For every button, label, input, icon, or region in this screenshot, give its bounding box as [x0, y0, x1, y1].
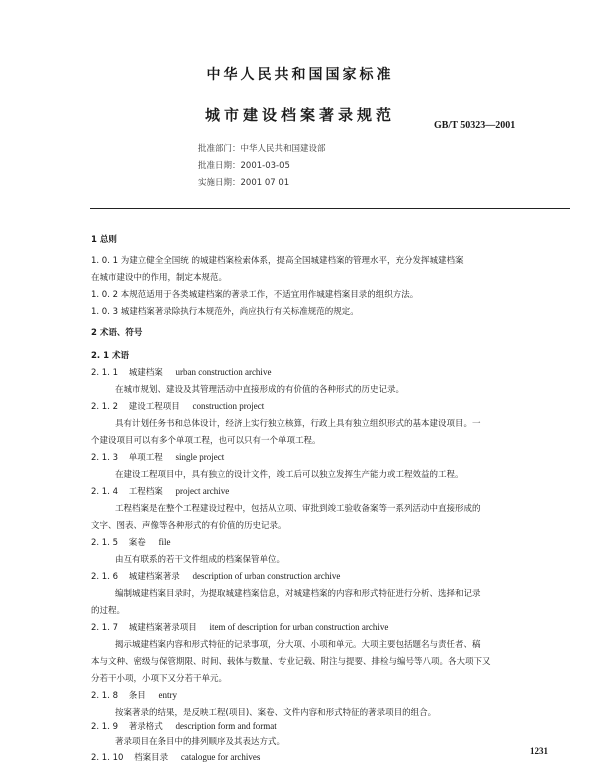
term-name: 城建档案著录: [128, 572, 180, 582]
clause-number: 1. 0. 2: [91, 290, 119, 300]
term-number: 2. 1. 4: [91, 487, 119, 497]
term-name: 城建档案著录项目: [128, 623, 197, 633]
term-english: description of urban construction archive: [192, 571, 341, 581]
term-number: 2. 1. 1: [91, 368, 119, 378]
term-english: catalogue for archives: [180, 752, 261, 762]
term-2-1-6-definition-continued: 的过程。: [91, 606, 126, 616]
term-english: construction project: [192, 401, 265, 411]
clause-1-0-1: [91, 254, 463, 266]
term-english: entry: [158, 690, 177, 700]
term-2-1-4-definition: 工程档案是在整个工程建设过程中，包括从立项、审批到竣工验收备案等一系列活动中直接形成的: [115, 504, 481, 514]
term-2-1-4: [91, 485, 229, 497]
clause-1-0-1-continued: 在城市建设中的作用，制定本规范。: [91, 273, 228, 283]
term-number: 2. 1. 3: [91, 453, 119, 463]
term-name: 著录格式: [128, 722, 163, 732]
clause-1-0-2: [91, 288, 418, 300]
term-2-1-2-definition-continued: 个建设项目可以有多个单项工程，也可以只有一个单项工程。: [91, 436, 321, 446]
term-english: project archive: [175, 486, 230, 496]
term-english: urban construction archive: [175, 367, 272, 377]
term-2-1-8: [91, 689, 177, 701]
term-2-1-7: [91, 621, 388, 633]
term-name: 单项工程: [128, 453, 163, 463]
term-2-1-7-definition: 揭示城建档案内容和形式特征的记录事项，分大项、小项和单元。大项主要包括题名与责任者、稿: [115, 640, 481, 650]
term-name: 档案目录: [134, 753, 169, 763]
subsection-2-1-heading: 2. 1 术语: [91, 351, 129, 361]
term-2-1-6-definition: 编制城建档案目录时，为提取城建档案信息，对城建档案的内容和形式特征进行分析、选择和记录: [115, 589, 481, 599]
term-2-1-9-definition: 著录项目在条目中的排列顺序及其表达方式。: [115, 737, 286, 747]
standard-code: GB/T 50323—2001: [434, 120, 516, 131]
term-number: 2. 1. 9: [91, 722, 119, 732]
term-2-1-8-definition: 按案著录的结果，是反映工程(项目)、案卷、文件内容和形式特征的著录项目的组合。: [115, 708, 437, 718]
term-name: 工程档案: [128, 487, 163, 497]
term-name: 建设工程项目: [128, 402, 180, 412]
national-standard-heading: 中华人民共和国国家标准: [206, 67, 394, 83]
term-english: single project: [175, 452, 225, 462]
term-2-1-10: [91, 751, 260, 763]
term-2-1-1-definition: 在城市规划、建设及其管理活动中直接形成的有价值的各种形式的历史记录。: [115, 385, 405, 395]
term-english: item of description for urban construction archive: [209, 622, 389, 632]
approval-department: 批准部门：中华人民共和国建设部: [198, 144, 326, 154]
term-number: 2. 1. 2: [91, 402, 119, 412]
term-2-1-7-definition-continued: 本与文种、密级与保管期限、时间、载体与数量、专业记载、附注与提要、排检与编号等八项。各大项下又: [91, 657, 491, 667]
term-name: 案卷: [128, 538, 146, 548]
clause-text: 为建立健全全国统 的城建档案检索体系，提高全国城建档案的管理水平，充分发挥城建档案: [120, 256, 464, 266]
term-name: 条目: [128, 691, 146, 701]
header-divider: [90, 208, 570, 209]
section-2-heading: 2 术语、符号: [91, 328, 143, 338]
term-number: 2. 1. 10: [91, 753, 124, 763]
clause-1-0-3: [91, 305, 359, 317]
term-2-1-3-definition: 在建设工程项目中，具有独立的设计文件，竣工后可以独立发挥生产能力或工程效益的工程。: [115, 470, 464, 480]
approval-date: 批准日期：2001-03-05: [198, 161, 290, 171]
term-number: 2. 1. 8: [91, 691, 119, 701]
effective-date: 实施日期：2001 07 01: [198, 178, 290, 188]
term-2-1-2: [91, 400, 264, 412]
term-number: 2. 1. 5: [91, 538, 119, 548]
term-number: 2. 1. 7: [91, 623, 119, 633]
term-2-1-5: [91, 536, 170, 548]
term-number: 2. 1. 6: [91, 572, 119, 582]
term-2-1-1: [91, 366, 271, 378]
term-2-1-5-definition: 由互有联系的若干文件组成的档案保管单位。: [115, 555, 286, 565]
term-2-1-2-definition: 具有计划任务书和总体设计，经济上实行独立核算，行政上具有独立组织形式的基本建设项目。一: [115, 419, 481, 429]
section-1-heading: 1 总则: [91, 235, 117, 245]
term-2-1-9: [91, 720, 277, 732]
term-2-1-4-definition-continued: 文字、图表、声像等各种形式的有价值的历史记录。: [91, 521, 287, 531]
term-2-1-7-definition-continued: 分若干小项，小项下又分若干单元。: [91, 674, 228, 684]
term-2-1-6: [91, 570, 340, 582]
clause-text: 本规范适用于各类城建档案的著录工作，不适宜用作城建档案目录的组织方法。: [120, 290, 419, 300]
term-english: file: [158, 537, 171, 547]
clause-number: 1. 0. 3: [91, 307, 119, 317]
clause-text: 城建档案著录除执行本规范外，尚应执行有关标准规范的规定。: [120, 307, 359, 317]
term-2-1-3: [91, 451, 224, 463]
clause-number: 1. 0. 1: [91, 256, 119, 266]
term-english: description form and format: [175, 721, 277, 731]
page-number: 1231: [530, 746, 548, 756]
document-title: 城市建设档案著录规范: [204, 106, 395, 124]
term-name: 城建档案: [128, 368, 163, 378]
